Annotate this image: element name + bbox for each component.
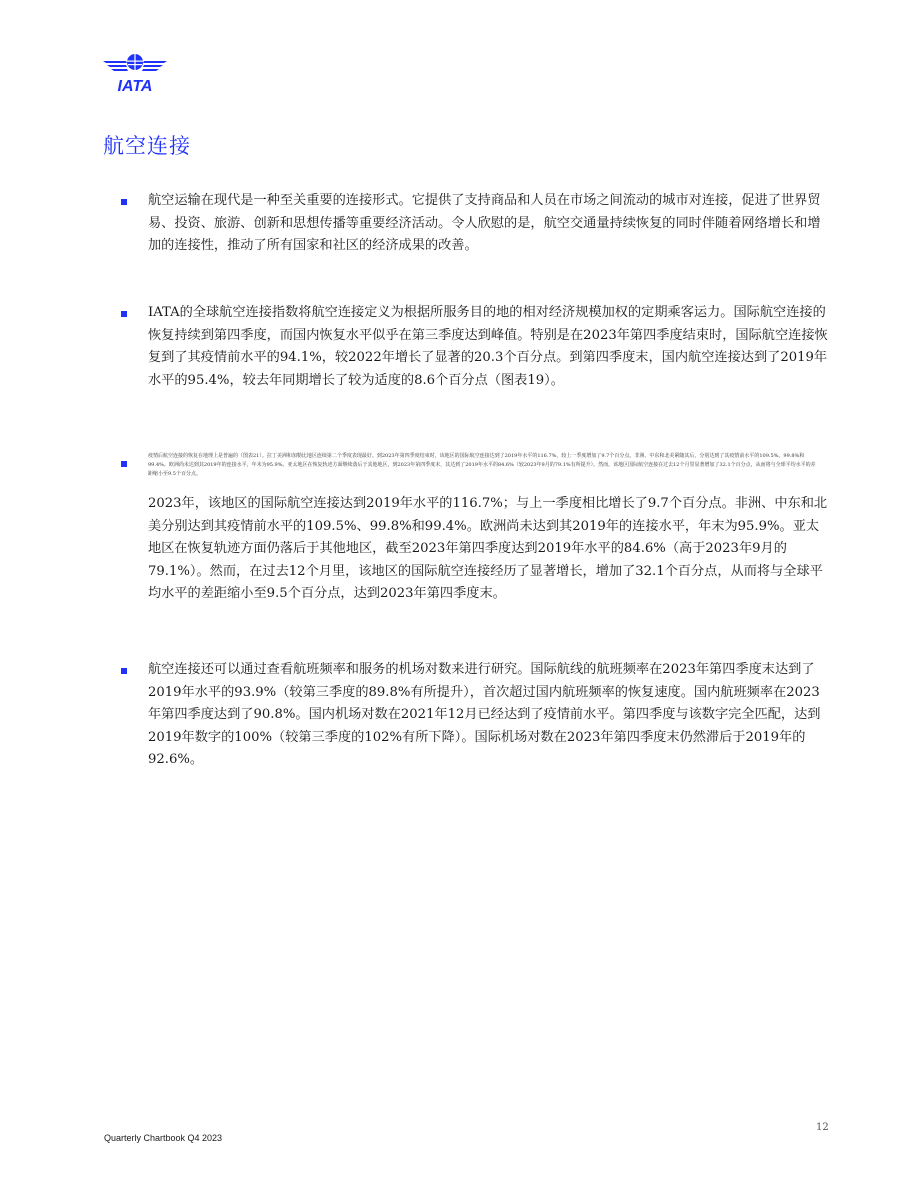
bullet-marker: [121, 311, 127, 317]
bullet-marker: [121, 461, 127, 467]
bullet-marker: [121, 668, 127, 674]
paragraph-2: IATA的全球航空连接指数将航空连接定义为根据所服务目的地的相对经济规模加权的定期乘客运力。国际航空连接的恢复持续到第四季度，而国内恢复水平似乎在第三季度达到峰值。特别是在2023年第四季度结束时，国际航空连接恢复到了其疫情前水平的94.1%，较2022年增长了显著的20.3个百分点。到第四季度末，国内航空连接达到了2019年水平的95.4%，较去年同期增长了较为适度的8.6个百分点（图表19）。: [148, 305, 828, 388]
iata-logo: [101, 50, 169, 94]
paragraph-3-small: 疫情后航空连接的恢复在地理上是普遍的（图表21）。拉丁美洲和加勒比地区连续第二个季度表现最好。到2023年第四季度结束时，该地区的国际航空连接达到了2019年水平的116.7%，较上一季度增加了9.7个百分点。非洲、中东和北美紧随其后，分别达到了其疫情前水平的109.5%、99.8%和99.4%。欧洲尚未达到其2019年的连接水平，年末为95.9%。亚太地区在恢复轨迹方面继续落后于其他地区，到2023年第四季度末，其达到了2019年水平的84.6%（较2023年9月的79.1%有所提升）。然而，该地区国际航空连接在过去12个月里显著增加了32.1个百分点，从而将与全球平均水平的差距缩小至9.5个百分点。: [148, 453, 816, 477]
page-title: 航空连接: [103, 134, 191, 158]
paragraph-4: 航空连接还可以通过查看航班频率和服务的机场对数来进行研究。国际航线的航班频率在2023年第四季度末达到了2019年水平的93.9%（较第三季度的89.8%有所提升），首次超过国内航班频率的恢复速度。国内航班频率在2023年第四季度达到了90.8%。国内机场对数在2021年12月已经达到了疫情前水平。第四季度与该数字完全匹配，达到2019年数字的100%（较第三季度的102%有所下降）。国际机场对数在2023年第四季度末仍然滞后于2019年的92.6%。: [148, 662, 821, 767]
bullet-marker: [121, 199, 127, 205]
page-number: 12: [816, 1122, 829, 1133]
footer-title: Quarterly Chartbook Q4 2023: [104, 1133, 223, 1143]
paragraph-3: 2023年，该地区的国际航空连接达到2019年水平的116.7%；与上一季度相比增长了9.7个百分点。非洲、中东和北美分别达到其疫情前水平的109.5%、99.8%和99.4%。欧洲尚未达到其2019年的连接水平，年末为95.9%。亚太地区在恢复轨迹方面仍落后于其他地区，截至2023年第四季度达到2019年水平的84.6%（高于2023年9月的79.1%）。然而，在过去12个月里，该地区的国际航空连接经历了显著增长，增加了32.1个百分点，从而将与全球平均水平的差距缩小至9.5个百分点，达到2023年第四季度末。: [148, 496, 828, 601]
paragraph-1: 航空运输在现代是一种至关重要的连接形式。它提供了支持商品和人员在市场之间流动的城市对连接，促进了世界贸易、投资、旅游、创新和思想传播等重要经济活动。令人欣慰的是，航空交通量持续恢复的同时伴随着网络增长和增加的连接性，推动了所有国家和社区的经济成果的改善。: [148, 193, 821, 253]
logo-text: IATA: [117, 78, 153, 94]
